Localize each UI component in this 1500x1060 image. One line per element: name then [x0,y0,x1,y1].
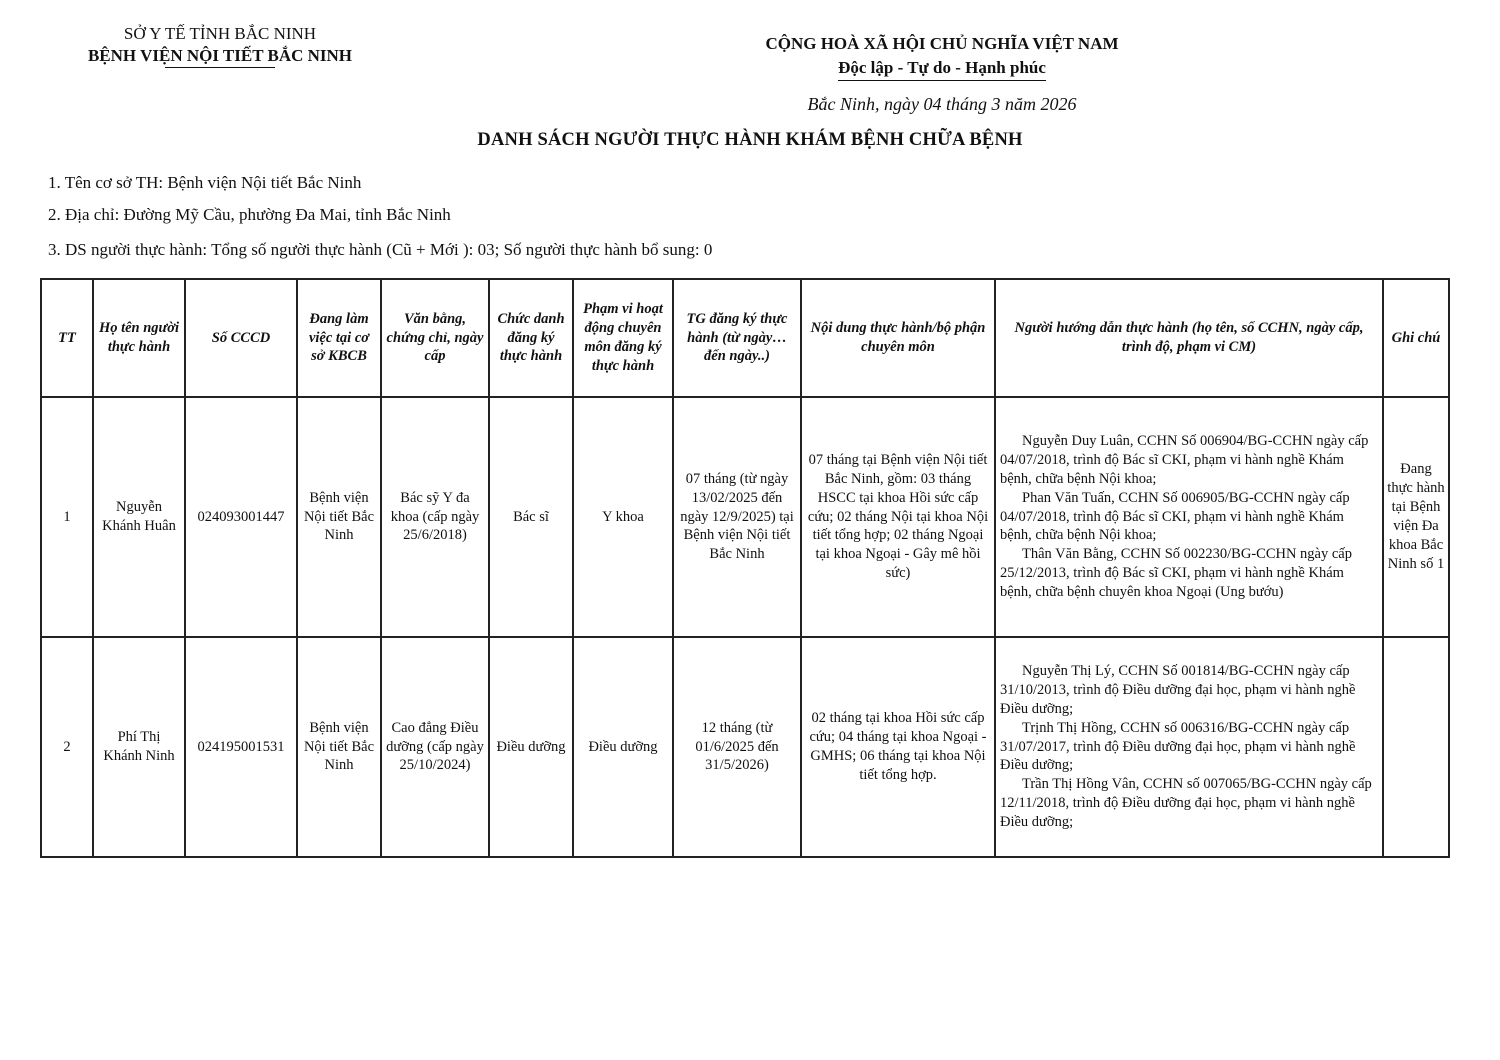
header-workplace: Đang làm việc tại cơ sở KBCB [297,279,381,397]
department-name: SỞ Y TẾ TỈNH BẮC NINH [123,24,317,43]
practitioner-table [40,278,1450,858]
cell-scope: Điều dưỡng [573,637,673,857]
cell-scope: Y khoa [573,397,673,637]
cell-content: 07 tháng tại Bệnh viện Nội tiết Bắc Ninh, gồm: 03 tháng HSCC tại khoa Hồi sức cấp cứu; 02 tháng Nội tại khoa Nội tiết tổng hợp; 02 tháng Ngoại tại khoa Ngoại - Gây mê hồi sức) [801,397,995,637]
issuer-block [60,24,380,68]
header-period: TG đăng ký thực hành (từ ngày…đến ngày..) [673,279,801,397]
cell-tt: 2 [41,637,93,857]
practitioner-count-line: 3. DS người thực hành: Tổng số người thực hành (Cũ + Mới ): 03; Số người thực hành bổ sung: 0 [48,240,713,259]
country-name: CỘNG HOÀ XÃ HỘI CHỦ NGHĨA VIỆT NAM [765,34,1119,53]
header-tt: TT [41,279,93,397]
guide-entry: Nguyễn Duy Luân, CCHN Số 006904/BG-CCHN ngày cấp 04/07/2018, trình độ Bác sĩ CKI, phạm vi hành nghề Khám bệnh, chữa bệnh Nội khoa; [1000,433,1369,487]
header-name: Họ tên người thực hành [93,279,185,397]
cell-period: 07 tháng (từ ngày 13/02/2025 đến ngày 12/9/2025) tại Bệnh viện Nội tiết Bắc Ninh [673,397,801,637]
header-note: Ghi chú [1383,279,1449,397]
header-cccd: Số CCCD [185,279,297,397]
guide-entry: Nguyễn Thị Lý, CCHN Số 001814/BG-CCHN ngày cấp 31/10/2013, trình độ Điều dưỡng đại học, phạm vi hành nghề Điều dưỡng; [1000,663,1356,717]
address-line: 2. Địa chỉ: Đường Mỹ Cầu, phường Đa Mai, tỉnh Bắc Ninh [48,205,451,224]
table-row [41,637,1449,857]
guide-entry: Trần Thị Hồng Vân, CCHN số 007065/BG-CCHN ngày cấp 12/11/2018, trình độ Điều dưỡng đại học, phạm vi hành nghề Điều dưỡng; [1000,776,1372,830]
table-header-row [41,279,1449,397]
cell-guides [995,637,1383,857]
cell-name: Phí Thị Khánh Ninh [93,637,185,857]
cell-workplace: Bệnh viện Nội tiết Bắc Ninh [297,397,381,637]
hospital-name: BỆNH VIỆN NỘI TIẾT BẮC NINH [87,46,353,65]
header-scope: Phạm vi hoạt động chuyên môn đăng ký thực hành [573,279,673,397]
cell-cccd: 024195001531 [185,637,297,857]
cell-workplace: Bệnh viện Nội tiết Bắc Ninh [297,637,381,857]
hospital-underline [165,67,275,68]
motto: Độc lập - Tự do - Hạnh phúc [838,58,1046,81]
table-row [41,397,1449,637]
national-header [700,34,1184,81]
cell-guides [995,397,1383,637]
cell-degree: Cao đẳng Điều dưỡng (cấp ngày 25/10/2024) [381,637,489,857]
document-date: Bắc Ninh, ngày 04 tháng 3 năm 2026 [807,94,1077,114]
cell-degree: Bác sỹ Y đa khoa (cấp ngày 25/6/2018) [381,397,489,637]
cell-period: 12 tháng (từ 01/6/2025 đến 31/5/2026) [673,637,801,857]
cell-note: Đang thực hành tại Bệnh viện Đa khoa Bắc Ninh số 1 [1383,397,1449,637]
document-title: DANH SÁCH NGƯỜI THỰC HÀNH KHÁM BỆNH CHỮA BỆNH [477,130,1023,150]
header-content: Nội dung thực hành/bộ phận chuyên môn [801,279,995,397]
header-degree: Văn bằng, chứng chỉ, ngày cấp [381,279,489,397]
guide-entry: Phan Văn Tuấn, CCHN Số 006905/BG-CCHN ngày cấp 04/07/2018, trình độ Bác sĩ CKI, phạm vi hành nghề Khám bệnh, chữa bệnh Nội khoa; [1000,489,1350,544]
guide-entry: Thân Văn Bằng, CCHN Số 002230/BG-CCHN ngày cấp 25/12/2013, trình độ Bác sĩ CKI, phạm vi hành nghề Khám bệnh, chữa bệnh chuyên khoa Ngoại (Ung bướu) [1000,546,1352,600]
guide-entry: Trịnh Thị Hồng, CCHN số 006316/BG-CCHN ngày cấp 31/07/2017, trình độ Điều dưỡng đại học, phạm vi hành nghề Điều dưỡng; [1000,719,1356,774]
cell-note [1383,637,1449,857]
cell-title: Bác sĩ [489,397,573,637]
header-guides: Người hướng dẫn thực hành (họ tên, số CCHN, ngày cấp, trình độ, phạm vi CM) [995,279,1383,397]
cell-tt: 1 [41,397,93,637]
facility-name-line: 1. Tên cơ sở TH: Bệnh viện Nội tiết Bắc Ninh [48,173,362,192]
header-title: Chức danh đăng ký thực hành [489,279,573,397]
cell-name: Nguyễn Khánh Huân [93,397,185,637]
cell-cccd: 024093001447 [185,397,297,637]
cell-title: Điều dưỡng [489,637,573,857]
cell-content: 02 tháng tại khoa Hồi sức cấp cứu; 04 tháng tại khoa Ngoại - GMHS; 06 tháng tại khoa Nội tiết tổng hợp. [801,637,995,857]
